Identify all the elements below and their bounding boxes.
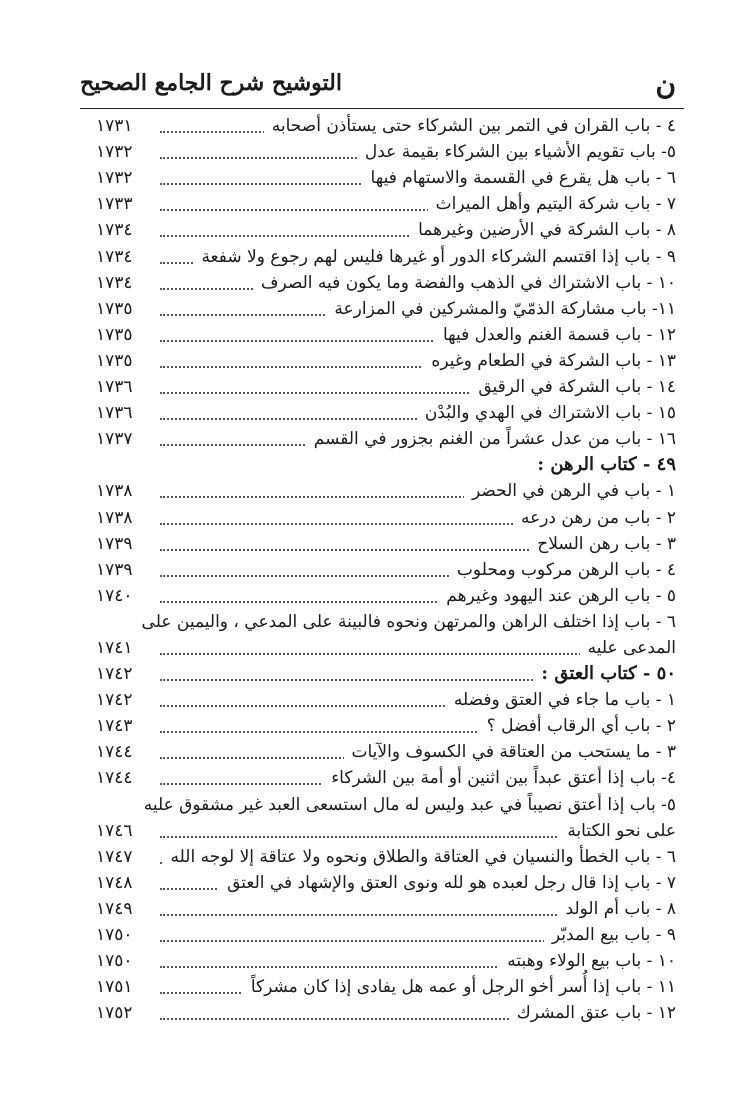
toc-entry-page-number: ١٧٣٩ — [96, 559, 133, 580]
toc-entry — [80, 739, 684, 765]
toc-entry-page-number: ١٧٣٦ — [96, 377, 133, 398]
toc-entry-page-number: ١٧٣١ — [96, 116, 133, 137]
toc-entry — [80, 296, 684, 322]
toc-entry-title: ١٢ - باب عتق المشرك — [509, 1003, 676, 1023]
toc-entry — [80, 348, 684, 374]
toc-entry — [80, 713, 684, 739]
toc-entry — [80, 635, 684, 661]
toc-entry-title: ٣ - ما يستحب من العتاقة في الكسوف والآيات — [344, 742, 677, 762]
toc-entry — [80, 583, 684, 609]
toc-book-heading — [80, 661, 684, 687]
toc-entry-title: ٥ - باب الرهن عند اليهود وغيرهم — [438, 586, 676, 606]
toc-entry-title: ٨ - باب أم الولد — [558, 899, 676, 919]
toc-entry-page-number: ١٧٥٠ — [96, 951, 133, 972]
toc-entry-page-number: ١٧٤٦ — [96, 820, 133, 841]
toc-entry — [80, 139, 684, 165]
toc-entry — [80, 478, 684, 504]
toc-entry — [80, 243, 684, 269]
toc-entry-page-number: ١٧٣٤ — [96, 220, 133, 241]
toc-entry-page-number: ١٧٤٢ — [96, 690, 133, 711]
toc-entry-page-number: ١٧٤٤ — [96, 742, 133, 763]
toc-entry — [80, 974, 684, 1000]
toc-entry — [80, 270, 684, 296]
toc-entry — [80, 426, 684, 452]
toc-entry-title: ١٢ - باب قسمة الغنم والعدل فيها — [435, 325, 676, 345]
toc-entry-page-number: ١٧٣٤ — [96, 246, 133, 267]
toc-entry — [80, 922, 684, 948]
toc-entry-title: ١ - باب ما جاء في العتق وفضله — [446, 690, 676, 710]
toc-entry-title: ١١- باب مشاركة الذمّيّ والمشركين في المزارعة — [326, 299, 676, 319]
toc-entry-page-number: ١٧٤٨ — [96, 872, 133, 893]
toc-entry-page-number: ١٧٤٣ — [96, 716, 133, 737]
toc-entry-title: ٧ - باب إذا قال رجل لعبده هو لله ونوى العتق والإشهاد في العتق — [219, 873, 676, 893]
toc-entry — [80, 844, 684, 870]
toc-entry-title: ٢ - باب أي الرقاب أفضل ؟ — [479, 716, 676, 736]
page-header — [80, 64, 684, 106]
toc-entry — [80, 504, 684, 530]
toc-entry-title: ٩ - باب إذا اقتسم الشركاء الدور أو غيرها فليس لهم رجوع ولا شفعة — [193, 247, 676, 267]
toc-entry-title: ٤ - باب الرهن مركوب ومحلوب — [449, 560, 676, 580]
toc-entry-title: المدعى عليه — [580, 638, 676, 658]
toc-entry-page-number: ١٧٤٩ — [96, 898, 133, 919]
toc-entry-title: ٦ - باب إذا اختلف الراهن والمرتهن ونحوه فالبينة على المدعي ، واليمين على — [134, 612, 676, 632]
toc-entry — [80, 791, 684, 817]
toc-entry-title: ١٦ - باب من عدل عشراً من الغنم بجزور في القسم — [306, 429, 676, 449]
toc-entry-title: ١١ - باب إذا أُسر أخو الرجل أو عمه هل يفادى إذا كان مشركاً — [243, 977, 676, 997]
toc-entry — [80, 870, 684, 896]
toc-entry-title: ٥- باب إذا أعتق نصيباً في عبد وليس له مال استسعى العبد غير مشقوق عليه — [136, 795, 676, 815]
toc-entry-page-number: ١٧٣٣ — [96, 194, 133, 215]
toc-entry — [80, 765, 684, 791]
toc-entry-title: ٧ - باب شركة اليتيم وأهل الميراث — [428, 194, 676, 214]
toc-entry-page-number: ١٧٣٥ — [96, 298, 133, 319]
toc-entry — [80, 609, 684, 635]
toc-entry-page-number: ١٧٣٧ — [96, 429, 133, 450]
toc-entry-title: ٢ - باب من رهن درعه — [513, 508, 676, 528]
toc-entry — [80, 687, 684, 713]
toc-entry — [80, 1000, 684, 1026]
header-divider — [80, 108, 684, 109]
toc-entry-page-number: ١٧٣٨ — [96, 481, 133, 502]
toc-entry-page-number: ١٧٤٢ — [96, 664, 133, 685]
toc-entry-page-number: ١٧٣٢ — [96, 168, 133, 189]
toc-book-heading — [80, 452, 684, 478]
toc-entry — [80, 217, 684, 243]
toc-entry-page-number: ١٧٣٩ — [96, 533, 133, 554]
toc-entry-title: ١٥ - باب الاشتراك في الهدي والبُدْن — [417, 403, 676, 423]
toc-entry-title: ٨ - باب الشركة في الأرضين وغيرهما — [410, 220, 676, 240]
toc-entry — [80, 374, 684, 400]
toc-entry-title: ١٣ - باب الشركة في الطعام وغيره — [423, 351, 676, 371]
table-of-contents — [80, 113, 684, 1026]
toc-entry-page-number: ١٧٤٤ — [96, 768, 133, 789]
book-title: التوشيح شرح الجامع الصحيح — [80, 70, 342, 96]
toc-entry — [80, 165, 684, 191]
toc-entry-title: ١٤ - باب الشركة في الرقيق — [470, 377, 676, 397]
toc-entry-title: ١٠ - باب الاشتراك في الذهب والفضة وما يكون فيه الصرف — [253, 273, 676, 293]
toc-entry — [80, 531, 684, 557]
toc-entry-title: ٥٠ - كتاب العتق : — [533, 663, 676, 684]
page-letter: ن — [655, 68, 676, 101]
toc-entry — [80, 322, 684, 348]
toc-entry-page-number: ١٧٥٢ — [96, 1003, 133, 1024]
toc-entry — [80, 818, 684, 844]
toc-entry-page-number: ١٧٣٥ — [96, 350, 133, 371]
toc-entry-page-number: ١٧٥٠ — [96, 925, 133, 945]
toc-entry-title: ٤٩ - كتاب الرهن : — [529, 454, 676, 475]
toc-entry-title: ١ - باب في الرهن في الحضر — [464, 481, 676, 501]
toc-entry-page-number: ١٧٣٤ — [96, 272, 133, 293]
toc-entry-title: ٤ - باب القران في التمر بين الشركاء حتى يستأذن أصحابه — [264, 116, 676, 136]
toc-entry — [80, 896, 684, 922]
toc-entry-title: ٦ - باب الخطأ والنسيان في العتاقة والطلاق ونحوه ولا عتاقة إلا لوجه الله — [163, 847, 676, 867]
toc-entry-title: ٥- باب تقويم الأشياء بين الشركاء بقيمة عدل — [357, 142, 676, 162]
toc-entry-page-number: ١٧٣٥ — [96, 324, 133, 345]
toc-entry-page-number: ١٧٣٨ — [96, 507, 133, 528]
toc-entry-title: ٣ - باب رهن السلاح — [529, 534, 676, 554]
toc-entry — [80, 948, 684, 974]
toc-entry-page-number: ١٧٤٠ — [96, 585, 133, 606]
toc-entry-page-number: ١٧٣٦ — [96, 403, 133, 424]
toc-entry — [80, 113, 684, 139]
toc-entry — [80, 400, 684, 426]
toc-entry-title: ١٠ - باب بيع الولاء وهبته — [499, 951, 676, 971]
toc-entry-page-number: ١٧٤١ — [96, 637, 133, 658]
toc-entry-page-number: ١٧٥١ — [96, 977, 133, 998]
toc-entry — [80, 557, 684, 583]
toc-entry-title: ٤- باب إذا أعتق عبداً بين اثنين أو أمة بين الشركاء — [323, 768, 676, 788]
toc-entry-page-number: ١٧٣٢ — [96, 142, 133, 163]
toc-entry-title: ٦ - باب هل يقرع في القسمة والاستهام فيها — [363, 168, 676, 188]
toc-entry-page-number: ١٧٤٧ — [96, 846, 133, 867]
toc-entry-title: على نحو الكتابة — [559, 821, 676, 841]
toc-entry — [80, 191, 684, 217]
toc-entry-title: ٩ - باب بيع المدبّر — [544, 925, 676, 945]
